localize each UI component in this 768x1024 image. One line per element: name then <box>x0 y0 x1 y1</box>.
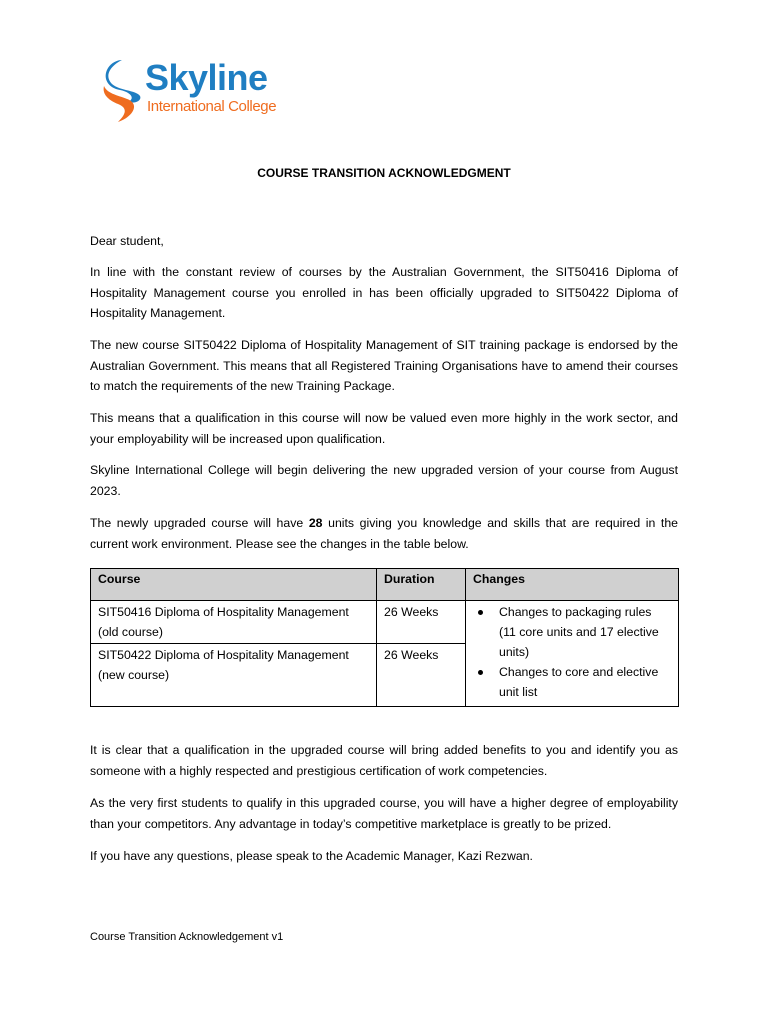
units-count: 28 <box>308 516 323 530</box>
cell-course-old: SIT50416 Diploma of Hospitality Management (old course) <box>91 601 377 644</box>
header-changes: Changes <box>466 569 679 601</box>
cell-changes <box>466 601 679 707</box>
paragraph-upgrade-notice: In line with the constant review of courses by the Australian Government, the SIT50416 Diploma of Hospitality Management course you enrolled in has been officially upgraded to SIT50422 Diploma of Hospitality Management. <box>90 265 678 320</box>
paragraph-endorsement: The new course SIT50422 Diploma of Hospitality Management of SIT training package is endorsed by the Australian Government. This means that all Registered Training Organisations have to amend their courses to match the requirements of the new Training Package. <box>90 338 678 393</box>
course-changes-table <box>90 568 679 707</box>
units-text-before: The newly upgraded course will have <box>90 516 309 530</box>
document-title: COURSE TRANSITION ACKNOWLEDGMENT <box>257 166 511 180</box>
paragraph-contact: If you have any questions, please speak to the Academic Manager, Kazi Rezwan. <box>90 849 533 863</box>
header-course: Course <box>91 569 377 601</box>
header-duration: Duration <box>377 569 466 601</box>
logo-subtitle: International College <box>147 98 277 115</box>
units-text-after: units giving you knowledge and skills that are required in the current work environment. Please see the changes in the table below. <box>90 516 679 551</box>
paragraph-qualification-value: This means that a qualification in this course will now be valued even more highly in the work sector, and your employability will be increased upon qualification. <box>90 411 678 446</box>
list-item: Changes to packaging rules (11 core units and 17 elective units) <box>499 602 671 662</box>
table-row <box>91 601 679 644</box>
college-logo <box>100 56 300 126</box>
document-footer: Course Transition Acknowledgement v1 <box>90 931 284 943</box>
paragraph-employability: As the very first students to qualify in this upgraded course, you will have a higher degree of employability than your competitors. Any advantage in today’s competitive marketplace is greatly to be prized. <box>90 796 678 831</box>
salutation: Dear student, <box>90 234 164 248</box>
paragraph-benefits: It is clear that a qualification in the upgraded course will bring added benefits to you and identify you as someone with a highly respected and prestigious certification of work competencies. <box>90 743 678 778</box>
logo-name: Skyline <box>145 57 268 98</box>
paragraph-units <box>90 513 678 554</box>
cell-duration-new: 26 Weeks <box>377 644 466 707</box>
cell-duration-old: 26 Weeks <box>377 601 466 644</box>
list-item: Changes to core and elective unit list <box>499 662 671 702</box>
paragraph-delivery-start: Skyline International College will begin delivering the new upgraded version of your course from August 2023. <box>90 463 678 498</box>
table-header-row <box>91 569 679 601</box>
cell-course-new: SIT50422 Diploma of Hospitality Management (new course) <box>91 644 377 707</box>
swoosh-logo-icon <box>100 56 144 126</box>
changes-list <box>473 602 671 702</box>
